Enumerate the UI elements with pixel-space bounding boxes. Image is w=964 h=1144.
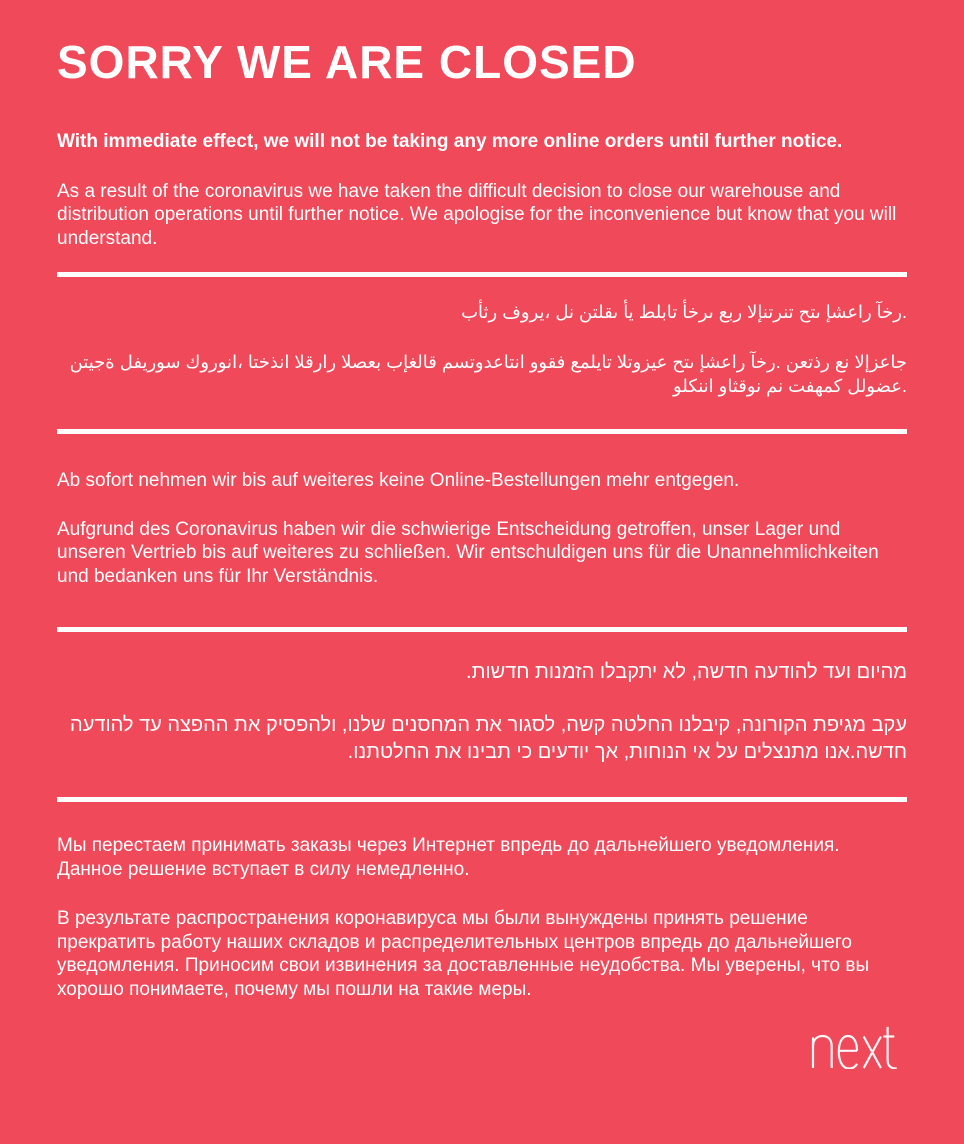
notice-hebrew-body: עקב מגיפת הקורונה, קיבלנו החלטה קשה, לסגור את המחסנים שלנו, ולהפסיק את ההפצה עד להודעה חדשה.אנו מתנצלים על אי הנוחות, אך יודעים כי תבינו את החלטתנו.	[70, 714, 907, 764]
next-logo	[807, 1025, 907, 1069]
notice-hebrew-intro: מהיום ועד להודעה חדשה, לא יתקבלו הזמנות חדשות.	[466, 661, 907, 684]
notice-arabic-body: نتيجة لفيروس كورونا، اتخذنا القرار الصعب بإغلاق مستودعاتنا ووقف عمليات التوزيع حتى إشعار آخر. نعتذر عن الإزعاج ولكننا واثقون من تفهمك للوضع.	[69, 352, 907, 397]
section-english	[57, 130, 907, 250]
section-arabic	[57, 300, 907, 398]
page-title: SORRY WE ARE CLOSED	[57, 36, 637, 88]
notice-russian-body: В результате распространения коронавируса мы были вынуждены принять решение прекратить работу наших складов и распределительных центров впредь до дальнейшего уведомления. Приносим свои извинения за доставленные неудобства. Мы уверены, что вы хорошо понимаете, почему мы пошли на такие меры.	[57, 908, 870, 1000]
divider	[57, 627, 907, 632]
closure-notice	[0, 38, 964, 1074]
section-german	[57, 469, 907, 588]
divider	[57, 429, 907, 434]
notice-german-body: Aufgrund des Coronavirus haben wir die schwierige Entscheidung getroffen, unser Lager und unseren Vertrieb bis auf weiteres zu schließen. Wir entschuldigen uns für die Unannehmlichkeiten und bedanken uns für Ihr Verständnis.	[57, 518, 879, 587]
section-russian	[57, 834, 907, 1001]
divider	[57, 272, 907, 277]
section-hebrew	[57, 659, 907, 766]
footer	[57, 1025, 907, 1074]
notice-russian-intro: Мы перестаем принимать заказы через Интернет впредь до дальнейшего уведомления. Данное решение вступает в силу немедленно.	[57, 835, 840, 880]
notice-german-intro: Ab sofort nehmen wir bis auf weiteres keine Online-Bestellungen mehr entgegen.	[57, 470, 740, 492]
divider	[57, 797, 907, 802]
notice-english-body: As a result of the coronavirus we have taken the difficult decision to close our warehouse and distribution operations until further notice. We apologise for the inconvenience but know that you will understand.	[57, 180, 897, 249]
notice-arabic-intro: بأثر فوري، لن نتلقى أي طلبات أخرى عبر الإنترنت حتى إشعار آخر.	[461, 302, 907, 323]
notice-english-intro: With immediate effect, we will not be taking any more online orders until further notice.	[57, 131, 843, 153]
